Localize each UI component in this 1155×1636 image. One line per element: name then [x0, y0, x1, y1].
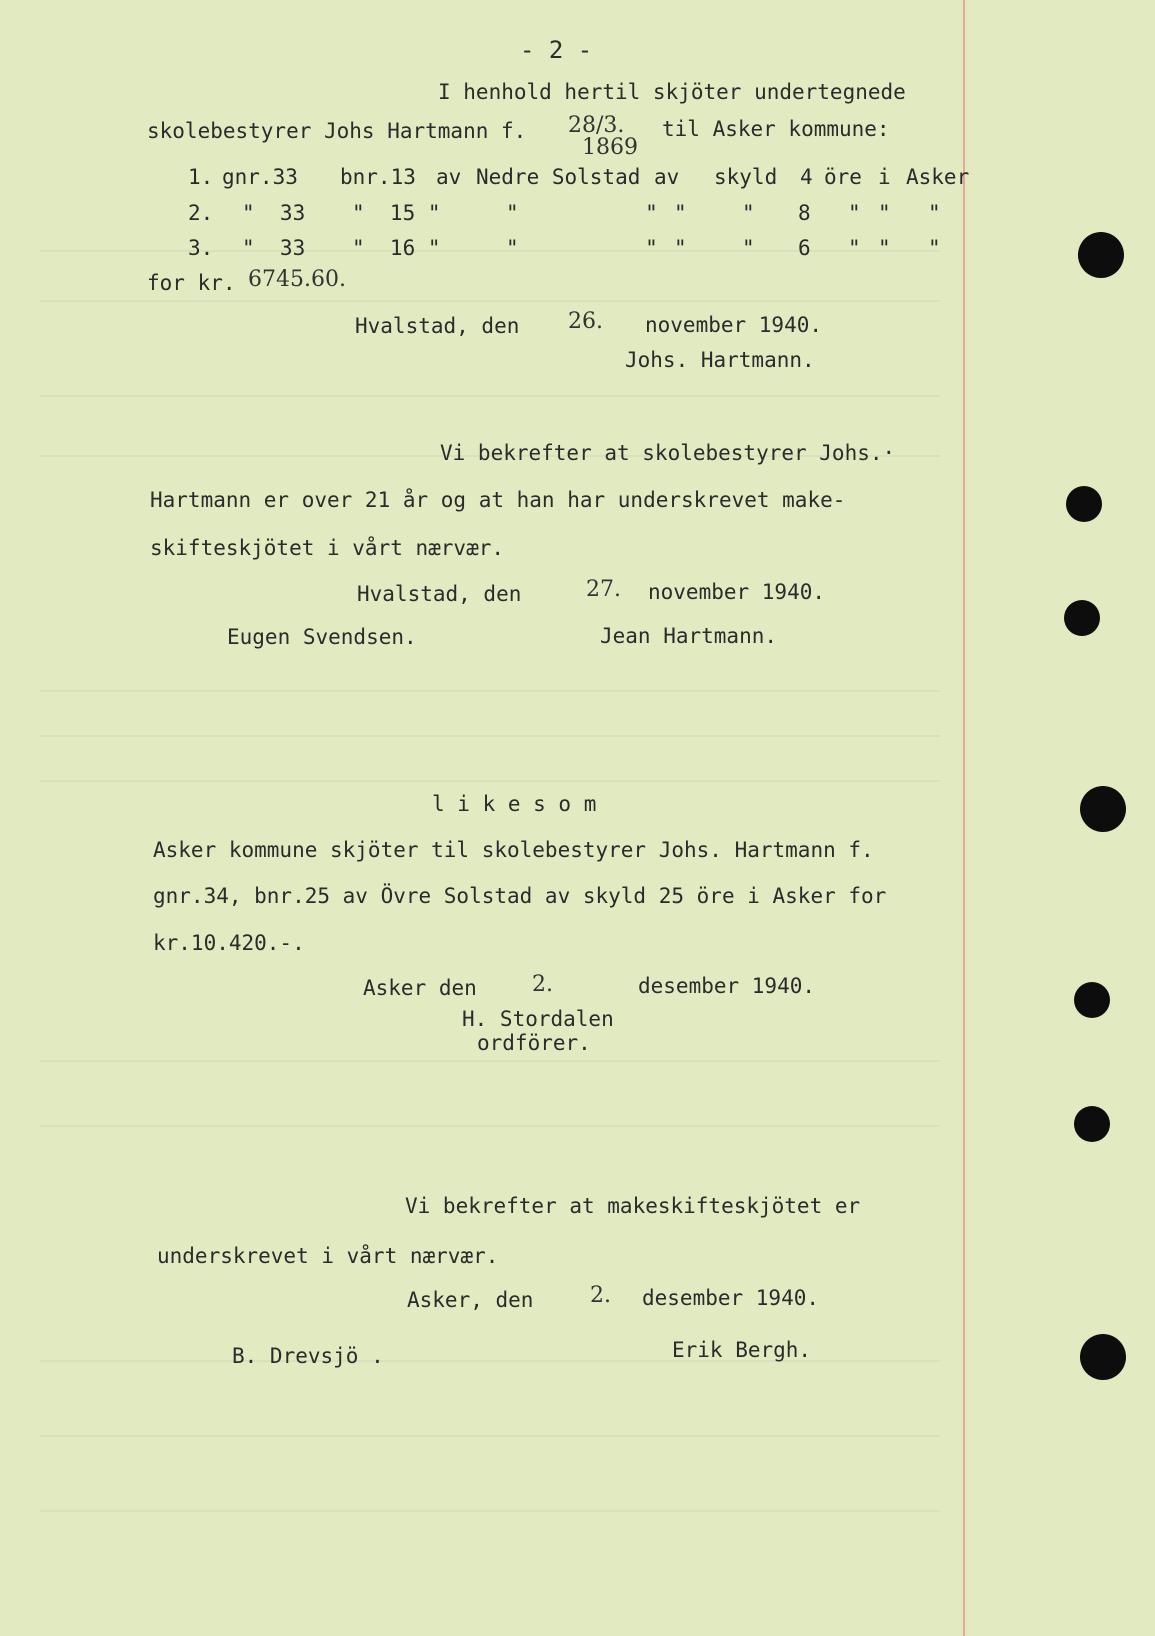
row-bnr: bnr.13: [340, 165, 416, 189]
punch-hole: [1080, 1334, 1126, 1380]
row-amount: 6: [798, 236, 811, 260]
row-av2: ": [674, 201, 687, 225]
bleed-through-line: [40, 690, 940, 692]
row-gnr: gnr.33: [222, 165, 298, 189]
row-i: ": [878, 201, 891, 225]
confirm1-witness2: Jean Hartmann.: [600, 624, 778, 648]
confirm1-line2: Hartmann er over 21 år og at han har underskrevet make-: [150, 488, 846, 512]
punch-hole: [1078, 232, 1124, 278]
confirm1-month-year: november 1940.: [648, 580, 826, 604]
likesom-heading: l i k e s o m: [432, 792, 597, 816]
row-skyld: skyld: [714, 165, 778, 189]
row-bnr: " 16 ": [352, 236, 441, 260]
property-row: [188, 235, 968, 263]
row-number: 1.: [188, 165, 214, 189]
punch-hole: [1074, 1106, 1110, 1142]
punch-hole: [1074, 982, 1110, 1018]
bleed-through-line: [40, 1510, 940, 1512]
punch-hole: [1066, 486, 1102, 522]
price1-value: 6745.60.: [248, 267, 346, 292]
confirm1-witness1: Eugen Svendsen.: [227, 625, 417, 649]
confirm2-witness2: Erik Bergh.: [672, 1338, 812, 1362]
sign1-place: Hvalstad, den: [355, 314, 520, 338]
confirm1-day: 27.: [586, 577, 621, 602]
para2-line3: kr.10.420.-.: [153, 931, 305, 955]
row-ore: ": [848, 201, 861, 225]
confirm1-line1: Vi bekrefter at skolebestyrer Johs.·: [440, 441, 896, 465]
bleed-through-line: [40, 1435, 940, 1437]
confirm2-month-year: desember 1940.: [642, 1286, 820, 1310]
row-place: Asker: [906, 165, 970, 189]
sign2-title: ordförer.: [477, 1031, 591, 1055]
row-place: ": [928, 201, 941, 225]
confirm2-line2: underskrevet i vårt nærvær.: [157, 1244, 499, 1268]
sign1-signer: Johs. Hartmann.: [625, 348, 815, 372]
row-amount: 8: [798, 201, 811, 225]
confirm2-witness1: B. Drevsjö .: [232, 1344, 384, 1368]
sign2-day: 2.: [532, 972, 553, 997]
row-ore: öre: [824, 165, 862, 189]
row-av: av: [436, 165, 462, 189]
row-farm: " ": [506, 236, 658, 260]
row-gnr: " 33: [242, 201, 306, 225]
row-av2: ": [674, 236, 687, 260]
row-number: 2.: [188, 201, 214, 225]
price1-label: for kr.: [147, 271, 236, 295]
bleed-through-line: [40, 735, 940, 737]
property-row: [188, 164, 968, 192]
para2-line1: Asker kommune skjöter til skolebestyrer Johs. Hartmann f.: [153, 838, 874, 862]
punch-hole: [1064, 600, 1100, 636]
bleed-through-line: [40, 1060, 940, 1062]
bleed-through-line: [40, 780, 940, 782]
sign2-month-year: desember 1940.: [638, 974, 816, 998]
row-ore: ": [848, 236, 861, 260]
row-farm: " ": [506, 201, 658, 225]
row-number: 3.: [188, 236, 214, 260]
confirm2-place: Asker, den: [407, 1288, 534, 1312]
confirm2-line1: Vi bekrefter at makeskifteskjötet er: [405, 1194, 861, 1218]
para1-line1: I henhold hertil skjöter undertegnede: [438, 80, 906, 104]
bleed-through-line: [40, 395, 940, 397]
bleed-through-line: [40, 1125, 940, 1127]
row-skyld: ": [742, 201, 755, 225]
row-i: i: [878, 165, 891, 189]
para1-line2: skolebestyrer Johs Hartmann f.: [147, 119, 527, 143]
row-farm: Nedre Solstad: [476, 165, 641, 189]
birth-date: 28/3.: [568, 113, 625, 138]
property-row: [188, 200, 968, 228]
confirm1-place: Hvalstad, den: [357, 582, 522, 606]
row-i: ": [878, 236, 891, 260]
bleed-through-line: [40, 300, 940, 302]
row-gnr: " 33: [242, 236, 306, 260]
confirm2-day: 2.: [590, 1283, 611, 1308]
page-number: - 2 -: [520, 36, 593, 64]
para2-line2: gnr.34, bnr.25 av Övre Solstad av skyld 25 öre i Asker for: [153, 884, 887, 908]
sign1-month-year: november 1940.: [645, 313, 823, 337]
row-bnr: " 15 ": [352, 201, 441, 225]
birth-year: 1869: [582, 135, 638, 160]
row-amount: 4: [800, 165, 813, 189]
row-place: ": [928, 236, 941, 260]
sign2-place: Asker den: [363, 976, 477, 1000]
row-skyld: ": [742, 236, 755, 260]
para1-line2-tail: til Asker kommune:: [662, 117, 890, 141]
sign2-signer: H. Stordalen: [462, 1007, 614, 1031]
punch-hole: [1080, 786, 1126, 832]
sign1-day: 26.: [568, 309, 603, 334]
row-av2: av: [654, 165, 680, 189]
confirm1-line3: skifteskjötet i vårt nærvær.: [150, 536, 505, 560]
